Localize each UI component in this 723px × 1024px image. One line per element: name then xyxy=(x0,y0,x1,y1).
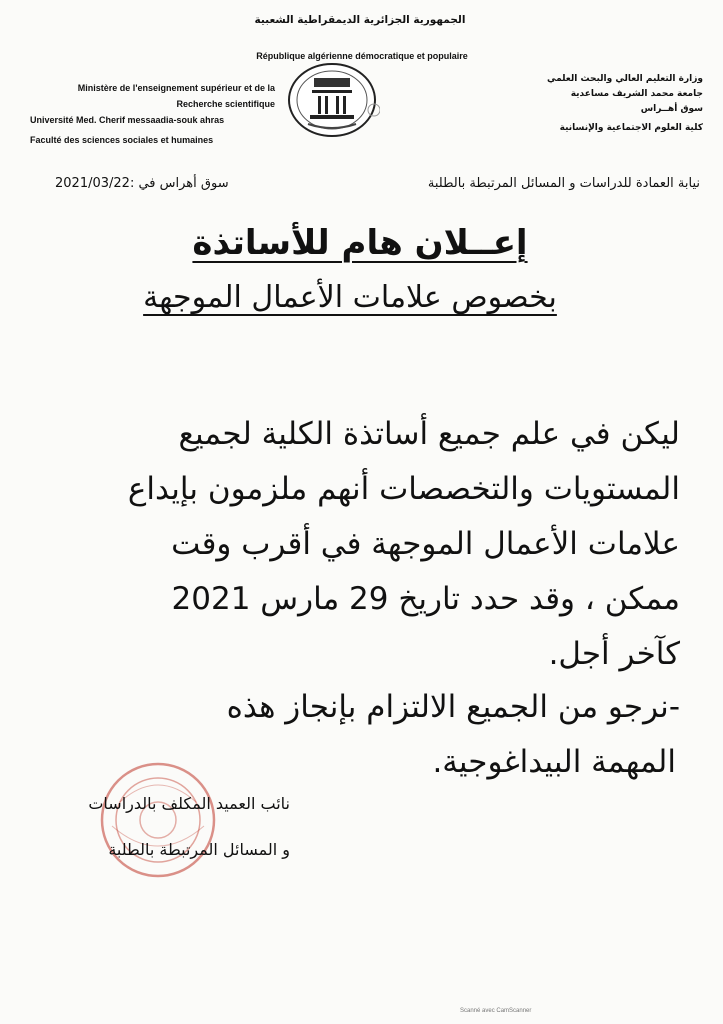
ministry-fr: Ministère de l'enseignement supérieur et de la xyxy=(77,83,275,93)
signature-title-line1: نائب العميد المكلف بالدراسات xyxy=(88,794,290,813)
university-fr: Université Med. Cherif messaadia-souk ahras xyxy=(30,115,225,125)
ministry-ar: وزارة التعليم العالي والبحث العلمي xyxy=(546,74,703,84)
right-header-block xyxy=(455,72,703,136)
body-line: ليكن في علم جميع أساتذة الكلية لجميع xyxy=(178,416,680,452)
research-fr: Recherche scientifique xyxy=(176,99,275,109)
body-line: كآخر أجل. xyxy=(548,636,680,672)
body-line: علامات الأعمال الموجهة في أقرب وقت xyxy=(171,526,680,562)
announcement-title: إعــلان هام للأساتذة xyxy=(192,223,528,263)
republic-title-ar: الجمهورية الجزائرية الديمقراطية الشعبية xyxy=(254,14,466,26)
department-line: نيابة العمادة للدراسات و المسائل المرتبطة بالطلبة xyxy=(427,176,700,191)
faculty-ar: كلية العلوم الاجتماعية والإنسانية xyxy=(559,123,703,133)
body-line: ممكن ، وقد حدد تاريخ 29 مارس 2021 xyxy=(171,581,680,617)
left-header-block xyxy=(30,80,275,148)
signature-title-line2: و المسائل المرتبطة بالطلبة xyxy=(108,840,290,859)
faculty-fr: Faculté des sciences sociales et humaines xyxy=(30,135,214,145)
body-line: المهمة البيداغوجية. xyxy=(432,744,676,780)
announcement-subtitle: بخصوص علامات الأعمال الموجهة xyxy=(143,280,557,315)
announcement-body xyxy=(40,407,680,790)
city-ar: سوق أهــراس xyxy=(640,104,703,114)
date-line: سوق أهراس في :2021/03/22 xyxy=(55,176,229,191)
university-ar: جامعة محمد الشريف مساعدية xyxy=(570,89,703,99)
body-line: -نرجو من الجميع الالتزام بإنجاز هذه xyxy=(226,689,680,725)
scanner-footer: Scanné avec CamScanner xyxy=(460,1008,532,1014)
university-logo xyxy=(288,62,380,138)
body-line: المستويات والتخصصات أنهم ملزمون بإيداع xyxy=(127,471,680,507)
republic-title-fr: République algérienne démocratique et populaire xyxy=(256,51,468,61)
